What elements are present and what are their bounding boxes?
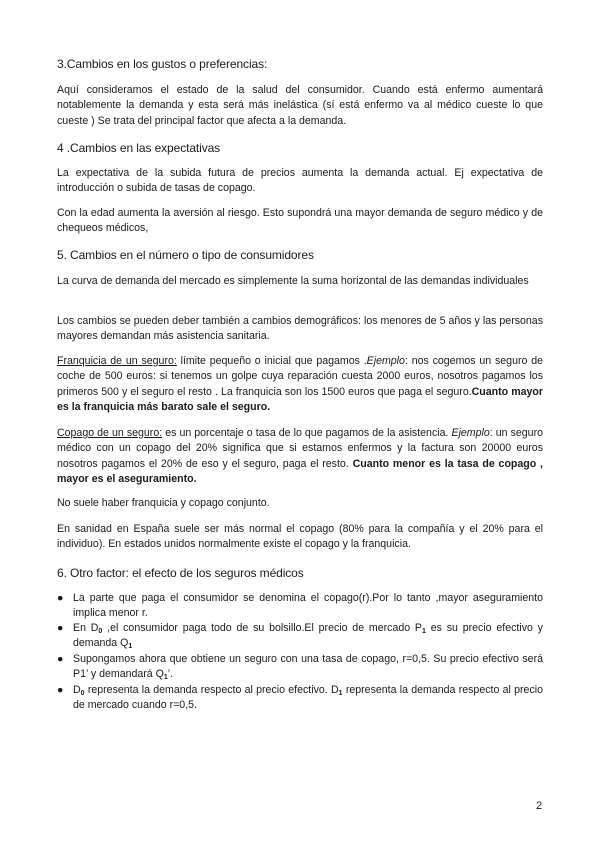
section-5-heading: 5. Cambios en el número o tipo de consumidores (57, 248, 314, 262)
bullet-text: La parte que paga el consumidor se denomina el copago(r).Por lo tanto ,mayor aseguramiento implica menor r. (73, 592, 543, 620)
section-4-paragraph-1: La expectativa de la subida futura de precios aumenta la demanda actual. Ej expectativa de introducción o subida de tasas de copago. (57, 167, 543, 195)
section-3-paragraph: Aquí consideramos el estado de la salud del consumidor. Cuando está enfermo aumentará notablemente la demanda y esta será más inelástica (sí está enfermo va al médico cueste lo que cueste ) Se trata del principal factor que afecta a la demanda. (57, 84, 543, 127)
section-4-heading: 4 .Cambios en las expectativas (57, 141, 221, 155)
copago-text-1: es un porcentaje o tasa de lo que pagamos de la asistencia. (162, 427, 452, 439)
bullet-text: $D_0$ representa la demanda respecto al precio efectivo. $D_1$ representa la demanda respecto al precio de mercado cuando r=0,5. (73, 684, 543, 712)
bullet-icon: ● (57, 684, 64, 696)
section-5-paragraph-3: No suele haber franquicia y copago conjunto. (57, 497, 270, 509)
bullet-item-4 (57, 683, 543, 714)
bullet-text: En $D_0$ ,el consumidor paga todo de su bolsillo.El precio de mercado $P_1$ es su precio efectivo y demanda $Q_1$ (73, 622, 543, 651)
copago-paragraph (57, 426, 543, 487)
section-3-heading: 3.Cambios en los gustos o preferencias: (57, 57, 268, 71)
bullet-item-2 (57, 621, 543, 652)
copago-ejemplo: Ejemplo (451, 427, 490, 439)
copago-term: Copago de un seguro: (57, 427, 163, 439)
bullet-item-3 (57, 652, 543, 683)
franquicia-term: Franquicia de un seguro: (57, 355, 177, 367)
franquicia-ejemplo: Ejemplo (366, 355, 405, 367)
franquicia-paragraph (57, 354, 543, 415)
bullet-icon: ● (57, 622, 64, 634)
copago-conclusion: Cuanto menor es la tasa de copago , mayor es el aseguramiento. (57, 457, 543, 485)
franquicia-text-2: : nos cogemos un seguro de coche de 500 euros: si tenemos un golpe cuya reparación cuesta 2000 euros, nosotros pagamos los primeros 500 y el seguro el resto . La franquicia son los 1500 euros que paga el seguro. (57, 355, 543, 398)
section-5-paragraph-1: La curva de demanda del mercado es simplemente la suma horizontal de las demandas individuales (57, 275, 529, 287)
franquicia-text-1: límite pequeño o inicial que pagamos . (176, 355, 367, 367)
bullet-item-1 (57, 591, 543, 622)
section-5-paragraph-4: En sanidad en España suele ser más normal el copago (80% para la compañía y el 20% para el individuo). En estados unidos normalmente existe el copago y la franquicia. (57, 523, 543, 551)
franquicia-conclusion: Cuanto mayor es la franquicia más barato sale el seguro. (57, 385, 543, 413)
bullet-icon: ● (57, 592, 64, 604)
section-4-paragraph-2: Con la edad aumenta la aversión al riesgo. Esto supondrá una mayor demanda de seguro médico y de chequeos médicos, (57, 207, 543, 235)
copago-text-2: : un seguro médico con un copago del 20% significa que si estamos enfermos y la factura son 20000 euros nosotros pagamos el 20% de eso y el seguro, paga el resto. (57, 427, 543, 470)
page-number: 2 (536, 800, 543, 812)
section-6-heading: 6. Otro factor: el efecto de los seguros médicos (57, 566, 304, 580)
bullet-text: Supongamos ahora que obtiene un seguro con una tasa de copago, r=0,5. Su precio efectivo será P1’ y demandará $Q_1$’. (73, 653, 543, 682)
section-5-paragraph-2: Los cambios se pueden deber también a cambios demográficos: los menores de 5 años y las personas mayores demandan más asistencia sanitaria. (57, 315, 543, 343)
bullet-icon: ● (57, 653, 64, 665)
